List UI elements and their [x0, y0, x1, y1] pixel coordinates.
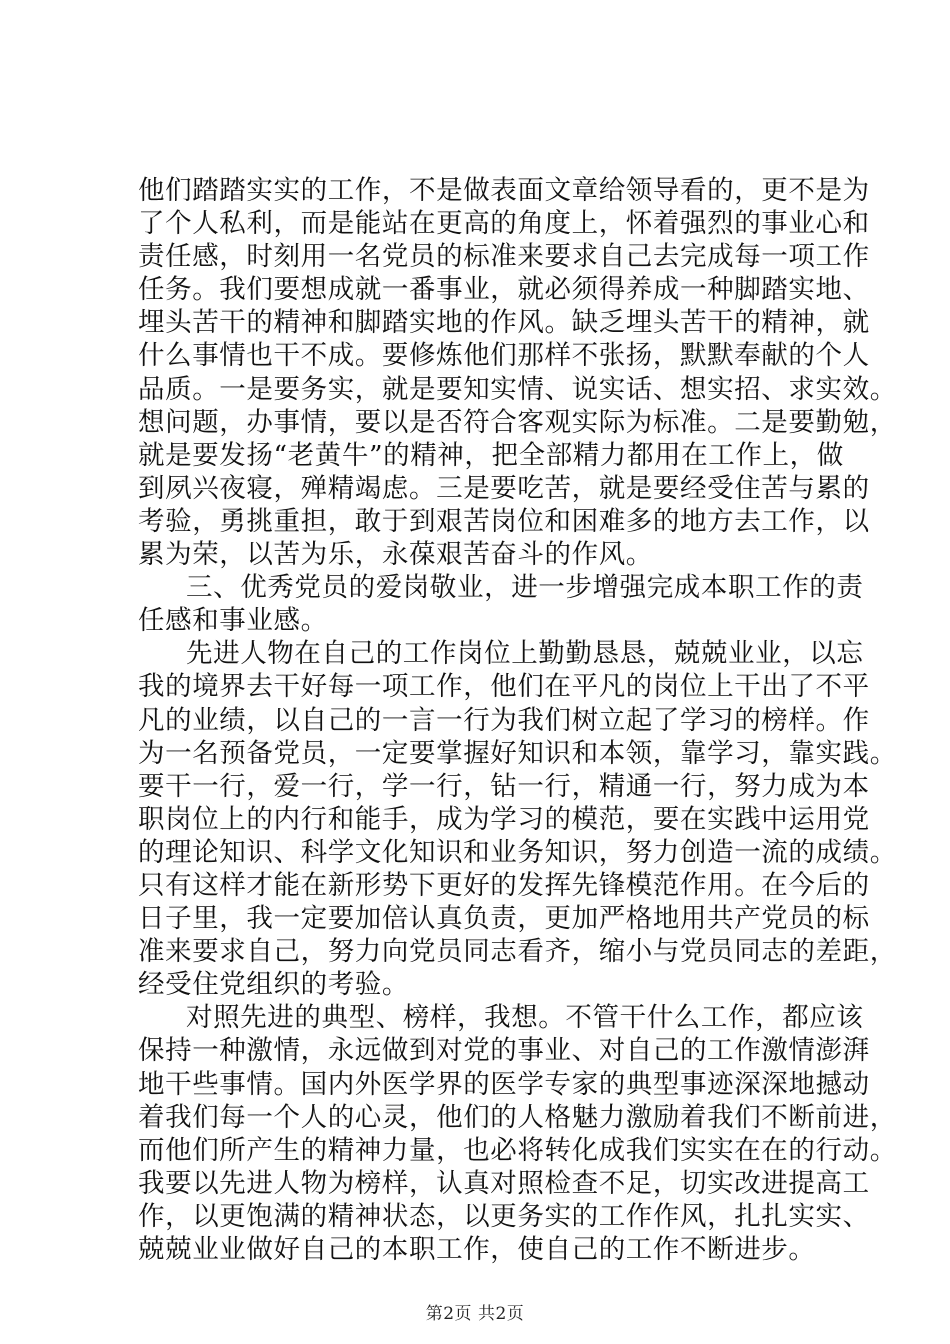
text-line: 经受住党组织的考验。	[138, 969, 409, 1001]
text-line: 我的境界去干好每一项工作，他们在平凡的岗位上干出了不平	[138, 671, 870, 703]
section-heading: 三、优秀党员的爱岗敬业，进一步增强完成本职工作的责	[186, 572, 864, 604]
document-body	[138, 174, 897, 1266]
text-line: 保持一种激情，永远做到对党的事业、对自己的工作激情澎湃	[138, 1035, 870, 1067]
text-line: 凡的业绩，以自己的一言一行为我们树立起了学习的榜样。作	[138, 704, 870, 736]
text-line: 考验，勇挑重担，敢于到艰苦岗位和困难多的地方去工作，以	[138, 505, 870, 537]
text-line: 了个人私利，而是能站在更高的角度上，怀着强烈的事业心和	[138, 208, 870, 240]
text-line: 日子里，我一定要加倍认真负责，更加严格地用共产党员的标	[138, 903, 870, 935]
text-line: 为一名预备党员，一定要掌握好知识和本领，靠学习，靠实践。	[138, 737, 897, 769]
text-line: 任感和事业感。	[138, 605, 328, 637]
text-line: 职岗位上的内行和能手，成为学习的模范，要在实践中运用党	[138, 803, 870, 835]
text-line: 要干一行，爱一行，学一行，钻一行，精通一行，努力成为本	[138, 770, 870, 802]
paragraph-start: 先进人物在自己的工作岗位上勤勤恳恳，兢兢业业，以忘	[186, 638, 864, 670]
text-line: 他们踏踏实实的工作，不是做表面文章给领导看的，更不是为	[138, 175, 870, 206]
text-line: 作，以更饱满的精神状态，以更务实的工作作风，扎扎实实、	[138, 1200, 870, 1232]
text-line: 想问题，办事情，要以是否符合客观实际为标准。二是要勤勉，	[138, 406, 897, 438]
text-line: 只有这样才能在新形势下更好的发挥先锋模范作用。在今后的	[138, 869, 870, 901]
text-line: 累为荣，以苦为乐，永葆艰苦奋斗的作风。	[138, 539, 653, 571]
text-line: 的理论知识、科学文化知识和业务知识，努力创造一流的成绩。	[138, 836, 897, 868]
text-line: 责任感，时刻用一名党员的标准来要求自己去完成每一项工作	[138, 241, 870, 273]
text-line: 埋头苦干的精神和脚踏实地的作风。缺乏埋头苦干的精神，就	[138, 307, 870, 339]
text-line: 兢兢业业做好自己的本职工作，使自己的工作不断进步。	[138, 1234, 816, 1265]
text-line: 品质。一是要务实，就是要知实情、说实话、想实招、求实效。	[138, 373, 897, 405]
text-line: 准来要求自己，努力向党员同志看齐，缩小与党员同志的差距，	[138, 936, 897, 968]
text-line: 任务。我们要想成就一番事业，就必须得养成一种脚踏实地、	[138, 274, 870, 306]
text-line: 什么事情也干不成。要修炼他们那样不张扬，默默奉献的个人	[138, 340, 870, 372]
page-number-footer: 第2页 共2页	[425, 1304, 525, 1324]
paragraph-start: 对照先进的典型、榜样，我想。不管干什么工作，都应该	[186, 1002, 864, 1034]
text-line: 到夙兴夜寝，殚精竭虑。三是要吃苦，就是要经受住苦与累的	[138, 472, 870, 504]
text-line: 就是要发扬“老黄牛”的精神，把全部精力都用在工作上，做	[138, 439, 844, 471]
text-line: 而他们所产生的精神力量，也必将转化成我们实实在在的行动。	[138, 1134, 897, 1166]
text-line: 着我们每一个人的心灵，他们的人格魅力激励着我们不断前进，	[138, 1101, 897, 1133]
text-line: 我要以先进人物为榜样，认真对照检查不足，切实改进提高工	[138, 1167, 870, 1199]
text-line: 地干些事情。国内外医学界的医学专家的典型事迹深深地撼动	[138, 1068, 870, 1100]
